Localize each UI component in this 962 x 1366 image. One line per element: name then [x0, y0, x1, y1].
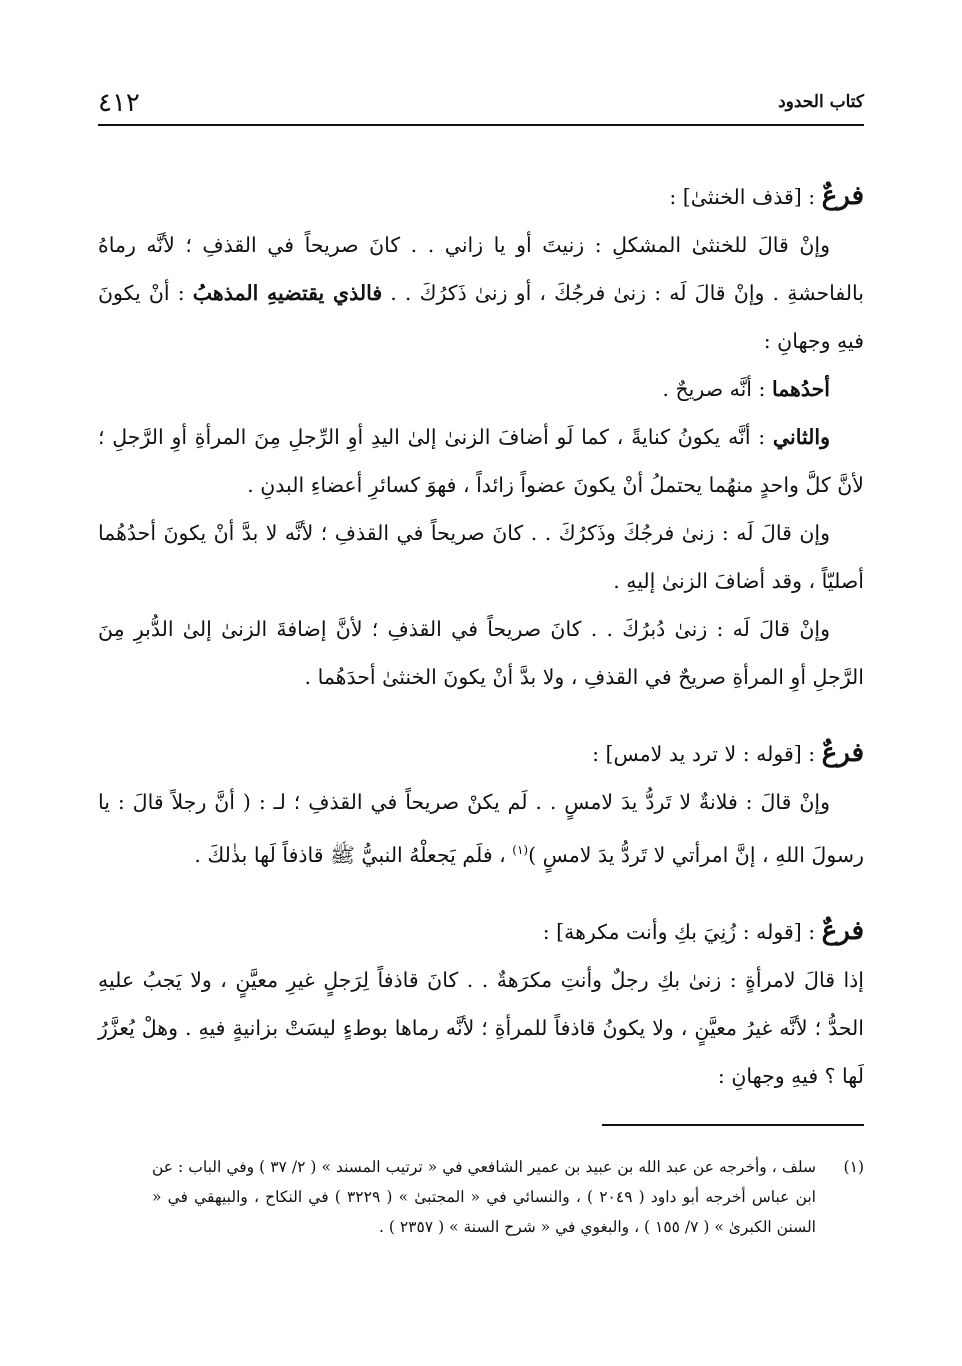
page-number: ٤١٢: [98, 88, 140, 118]
paragraph-text: : أنْ يكونَ فيهِ وجهانِ :: [98, 281, 864, 353]
paragraph: [98, 605, 864, 701]
emphasis-text: أحدُهما: [771, 377, 830, 401]
section-label: فرعٌ: [821, 181, 864, 211]
section-label: فرعٌ: [821, 738, 864, 768]
section-label: فرعٌ: [821, 915, 864, 946]
main-text: [98, 172, 864, 1100]
paragraph-text: : أنَّه يكونُ كنايةً ، كما لَو أضافَ الزنىٰ إلىٰ اليدِ أوِ الرِّجلِ مِنَ المرأةِ أوِ الرَّجلِ ؛ لأنَّ كلَّ واحدٍ منهُما يحتملُ أنْ يكونَ عضواً زائداً ، فهوَ كسائرِ أعضاءِ البدنِ .: [98, 425, 864, 497]
paragraph-text: وإنْ قالَ لَه : زنىٰ دُبرُكَ . . كانَ صريحاً في القذفِ ؛ لأنَّ إضافةَ الزنىٰ إلىٰ الدُّبرِ مِنَ الرَّجلِ أوِ المرأةِ صريحٌ في القذفِ ، ولا بدَّ أنْ يكونَ الخنثىٰ أحدَهُما .: [98, 617, 864, 689]
section-title: : [قوله : لا ترد يد لامس] :: [592, 742, 822, 766]
footnote: [152, 1152, 864, 1242]
section-spacer: [98, 701, 864, 729]
paragraph-text: وإن قالَ لَه : زنىٰ فرجُكَ وذَكرُكَ . . كانَ صريحاً في القذفِ ؛ لأنَّه لا بدَّ أنْ يكونَ أحدُهُما أصليّاً ، وقد أضافَ الزنىٰ إليهِ .: [98, 521, 864, 593]
running-header: [98, 84, 864, 126]
footnote-number: (١): [843, 1158, 864, 1176]
footnote-divider: [602, 1124, 864, 1126]
paragraph-text: وإنْ قالَ : فلانةٌ لا تَردُّ يدَ لامسٍ . . لَم يكنْ صريحاً في القذفِ ؛ لـ : ( أنَّ رجلاً قالَ : يا رسولَ اللهِ ، إنَّ امرأتي لا تَردُّ يدَ لامسٍ ): [98, 790, 864, 867]
footnote-marker[interactable]: (١): [512, 843, 529, 857]
paragraph: [98, 778, 864, 879]
section-heading: [98, 172, 864, 221]
section-heading: [98, 729, 864, 778]
footnote-text: سلف ، وأخرجه عن عبد الله بن عبيد بن عمير الشافعي في « ترتيب المسند » ( ٢/ ٣٧ ) وفي الباب : عن ابن عباس أخرجه أبو داود ( ٢٠٤٩ ) ، والنسائي في « المجتبىٰ » ( ٣٢٢٩ ) في النكاح ، والبيهقي في « السنن الكبرىٰ » ( ٧/ ١٥٥ ) ، والبغوي في « شرح السنة » ( ٢٣٥٧ ) .: [152, 1158, 816, 1236]
section-title: : [قذف الخنثىٰ] :: [669, 185, 822, 209]
paragraph: [98, 956, 864, 1100]
section-spacer: [98, 879, 864, 907]
paragraph: [98, 413, 864, 509]
paragraph: [98, 221, 864, 365]
section-title: : [قوله : زُنِيَ بكِ وأنت مكرهة] :: [542, 919, 822, 944]
paragraph-text: وإنْ قالَ للخنثىٰ المشكلِ : زنيتَ أو يا زاني . . كانَ صريحاً في القذفِ ؛ لأنَّه رماهُ بالفاحشةِ . وإنْ قالَ لَه : زنىٰ فرجُكَ ، أو زنىٰ ذَكرُكَ . .: [98, 233, 864, 305]
book-title: كتاب الحدود: [778, 92, 864, 112]
section-heading: [98, 907, 864, 956]
paragraph-text: إذا قالَ لامرأةٍ : زنىٰ بكِ رجلٌ وأنتِ مكرَهةٌ . . كانَ قاذفاً لِرَجلٍ غيرِ معيَّنٍ ، ولا يَجبُ عليهِ الحدُّ ؛ لأنَّه غيرُ معيَّنٍ ، ولا يكونُ قاذفاً للمرأةِ ؛ لأنَّه رماها بوطءٍ ليسَتْ بزانيةٍ فيهِ . وهلْ يُعزَّرُ لَها ؟ فيهِ وجهانِ :: [98, 967, 864, 1088]
emphasis-text: والثاني: [772, 425, 830, 449]
emphasis-text: فالذي يقتضيهِ المذهبُ: [192, 281, 383, 305]
paragraph: [98, 365, 864, 413]
paragraph-text: ، فلَم يَجعلْهُ النبيُّ ﷺ قاذفاً لَها بذٰلكَ .: [194, 842, 513, 867]
paragraph-text: : أنَّه صريحٌ .: [662, 377, 772, 401]
paragraph: [98, 509, 864, 605]
